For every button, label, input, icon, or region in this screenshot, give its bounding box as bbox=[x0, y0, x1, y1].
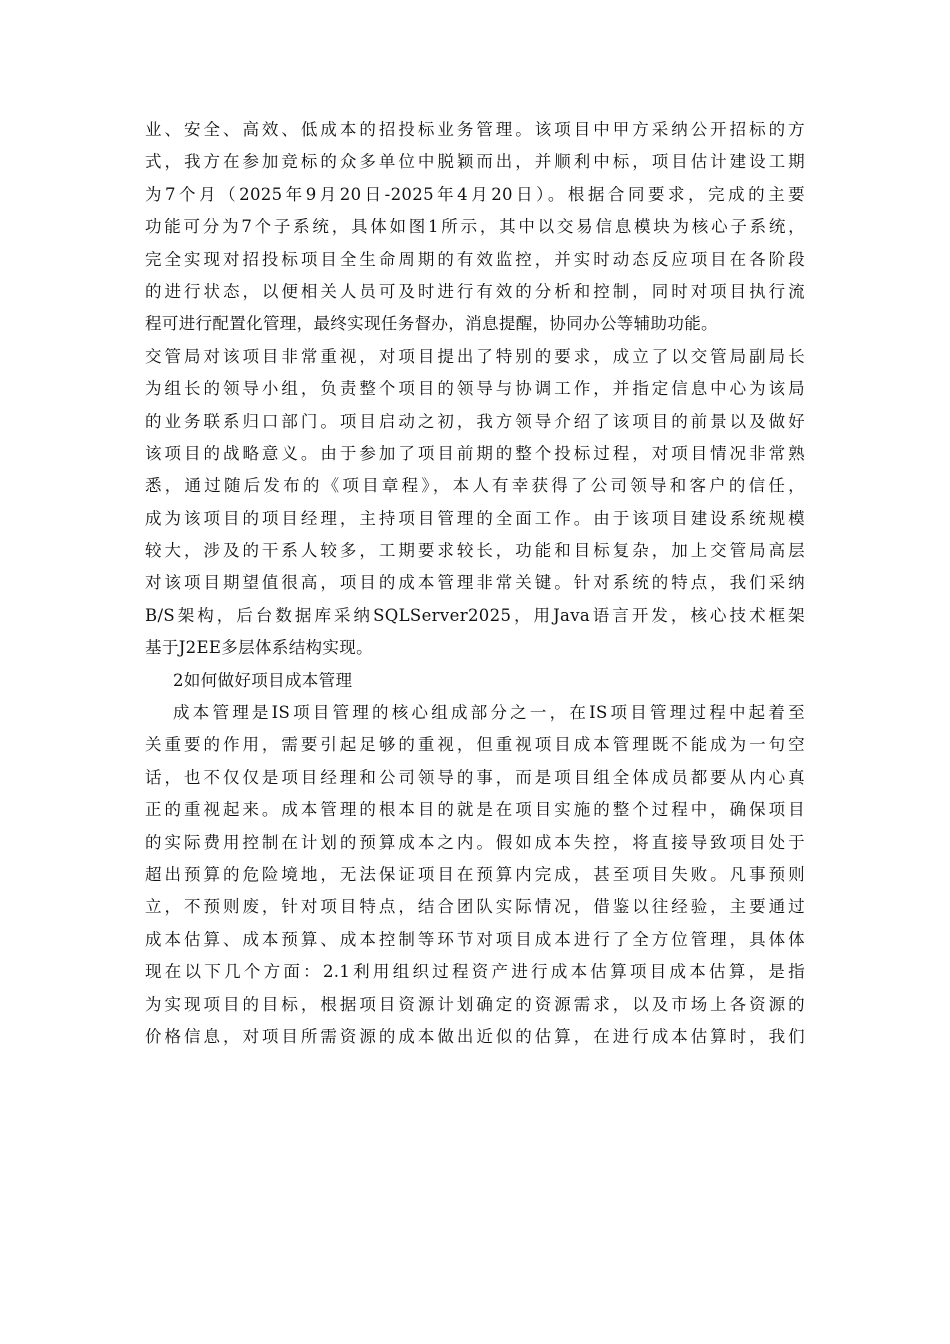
text-line: 业、安全、高效、低成本的招投标业务管理。该项目中甲方采纳公开招标的方 bbox=[145, 120, 805, 139]
text-line: 话，也不仅仅是项目经理和公司领导的事，而是项目组全体成员都要从内心真 bbox=[145, 767, 805, 787]
text-line: 功能可分为7个子系统，具体如图1所示，其中以交易信息模块为核心子系统， bbox=[145, 217, 805, 237]
body-text bbox=[145, 114, 805, 1053]
text-line: 正的重视起来。成本管理的根本目的就是在项目实施的整个过程中，确保项目 bbox=[145, 800, 805, 820]
text-line: 的实际费用控制在计划的预算成本之内。假如成本失控，将直接导致项目处于 bbox=[145, 832, 805, 852]
text-line: 为组长的领导小组，负责整个项目的领导与协调工作，并指定信息中心为该局 bbox=[145, 379, 805, 399]
text-line: 基于J2EE多层体系结构实现。 bbox=[145, 638, 373, 658]
text-line: 式，我方在参加竞标的众多单位中脱颖而出，并顺利中标，项目估计建设工期 bbox=[145, 152, 805, 172]
text-line: B/S架构，后台数据库采纳SQLServer2025，用Java语言开发，核心技术框架 bbox=[145, 605, 805, 625]
text-line: 为7个月（2025年9月20日-2025年4月20日）。根据合同要求，完成的主要 bbox=[145, 184, 805, 204]
text-line: 成本估算、成本预算、成本控制等环节对项目成本进行了全方位管理，具体体 bbox=[145, 929, 805, 949]
text-line: 对该项目期望值很高，项目的成本管理非常关键。针对系统的特点，我们采纳 bbox=[145, 573, 805, 593]
text-line: 程可进行配置化管理，最终实现任务督办，消息提醒，协同办公等辅助功能。 bbox=[145, 314, 718, 334]
text-line: 较大，涉及的干系人较多，工期要求较长，功能和目标复杂，加上交管局高层 bbox=[145, 541, 805, 561]
text-line: 的业务联系归口部门。项目启动之初，我方领导介绍了该项目的前景以及做好 bbox=[145, 411, 805, 431]
text-line: 价格信息，对项目所需资源的成本做出近似的估算，在进行成本估算时，我们 bbox=[145, 1026, 805, 1046]
section-heading: 2如何做好项目成本管理 bbox=[173, 670, 353, 690]
text-line: 为实现项目的目标，根据项目资源计划确定的资源需求，以及市场上各资源的 bbox=[145, 994, 805, 1014]
text-line: 立，不预则废，针对项目特点，结合团队实际情况，借鉴以往经验，主要通过 bbox=[145, 897, 805, 917]
text-line: 超出预算的危险境地，无法保证项目在预算内完成，甚至项目失败。凡事预则 bbox=[145, 864, 805, 884]
text-line: 该项目的战略意义。由于参加了项目前期的整个投标过程，对项目情况非常熟 bbox=[145, 443, 805, 463]
text-line: 交管局对该项目非常重视，对项目提出了特别的要求，成立了以交管局副局长 bbox=[145, 346, 805, 366]
text-line: 完全实现对招投标项目全生命周期的有效监控，并实时动态反应项目在各阶段 bbox=[145, 249, 805, 269]
text-line: 成本管理是IS项目管理的核心组成部分之一，在IS项目管理过程中起着至 bbox=[173, 703, 805, 723]
text-line: 悉，通过随后发布的《项目章程》，本人有幸获得了公司领导和客户的信任， bbox=[145, 476, 805, 496]
text-line: 现在以下几个方面：2.1利用组织过程资产进行成本估算项目成本估算，是指 bbox=[145, 962, 805, 982]
text-line: 成为该项目的项目经理，主持项目管理的全面工作。由于该项目建设系统规模 bbox=[145, 508, 805, 528]
text-line: 关重要的作用，需要引起足够的重视，但重视项目成本管理既不能成为一句空 bbox=[145, 735, 805, 755]
text-line: 的进行状态，以便相关人员可及时进行有效的分析和控制，同时对项目执行流 bbox=[145, 281, 805, 301]
